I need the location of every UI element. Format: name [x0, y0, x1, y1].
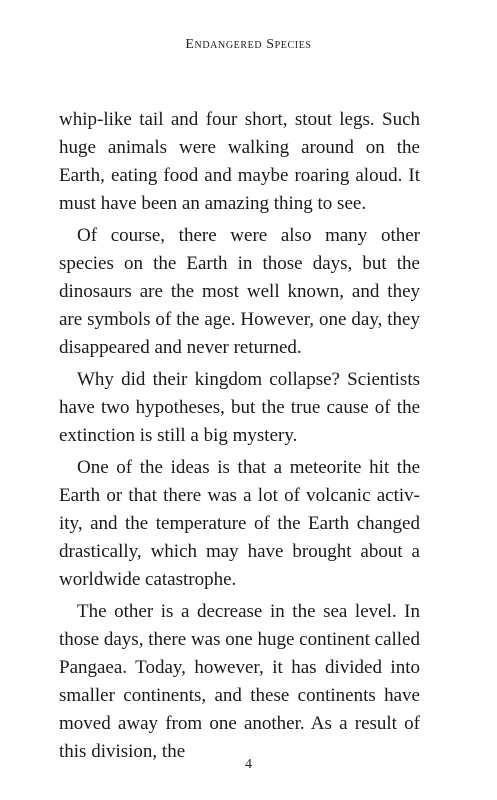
running-title: Endangered Species	[185, 37, 312, 52]
paragraph-2: Of course, there were also many other species on the Earth in those days, but the dinosaurs are the most well known, and they are symbols of the age. However, one day, they disappeared and never returned.	[59, 225, 420, 358]
paragraph-5: The other is a decrease in the sea level. In those days, there was one huge continent called Pangaea. Today, however, it has divided into smaller continents, and these continents have moved away from one another. As a result of this division, the	[59, 601, 420, 762]
paragraph-4: One of the ideas is that a meteorite hit the Earth or that there was a lot of volcanic activity, and the temperature of the Earth changed drastically, which may have brought about a worldwide catastrophe.	[59, 457, 420, 590]
paragraph-3: Why did their kingdom collapse? Scientists have two hypotheses, but the true cause of the extinction is still a big mystery.	[59, 369, 420, 446]
book-page-body	[59, 106, 420, 770]
paragraph-1: whip-like tail and four short, stout legs. Such huge animals were walking around on the Earth, eating food and maybe roaring aloud. It must have been an amazing thing to see.	[59, 109, 420, 214]
page-number: 4	[245, 757, 252, 772]
